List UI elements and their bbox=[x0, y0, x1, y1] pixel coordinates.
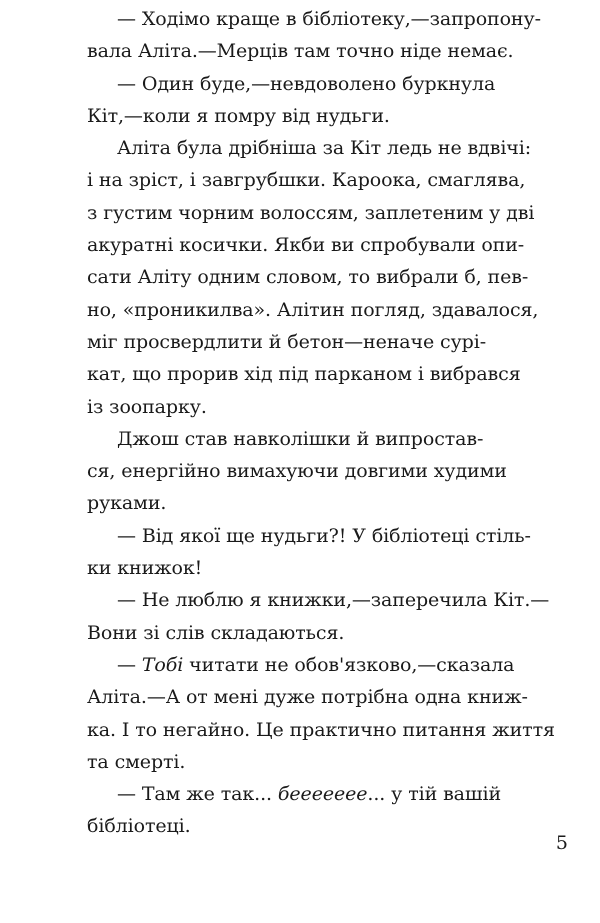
text-line: ся, енергійно вимахуючи довгими худими bbox=[87, 460, 507, 483]
text-line: — Тобі читати не обов'язково,—сказала bbox=[117, 653, 515, 676]
text-line: кат, що прорив хід під парканом і вибрався bbox=[87, 363, 521, 386]
text-line: — Від якої ще нудьги?! У бібліотеці стіль- bbox=[117, 524, 531, 547]
text-line: руками. bbox=[87, 492, 167, 515]
emphasis: беееееее bbox=[277, 783, 368, 806]
text-line: Вони зі слів складаються. bbox=[87, 621, 345, 644]
text-line: ка. І то негайно. Це практично питання життя bbox=[87, 718, 555, 741]
text-line: — Ходімо краще в бібліотеку,—запропону- bbox=[117, 8, 541, 30]
text-line: Аліта була дрібніша за Кіт ледь не вдвічі: bbox=[117, 137, 532, 160]
page-number: 5 bbox=[555, 832, 568, 854]
text-line: — Там же так... беееееее... у тій вашій bbox=[117, 783, 502, 806]
text-line: — Не люблю я книжки,—заперечила Кіт.— bbox=[117, 589, 550, 612]
body-text bbox=[87, 3, 567, 843]
text-line: з густим чорним волоссям, заплетеним у дві bbox=[87, 201, 535, 224]
emphasis: Тобі bbox=[141, 653, 184, 676]
text-line: бібліотеці. bbox=[87, 815, 191, 838]
text-line: Кіт,—коли я помру від нудьги. bbox=[87, 104, 390, 127]
text-line: но, «проникилва». Алітин погляд, здавалося, bbox=[87, 298, 539, 321]
text-line: і на зріст, і завгрубшки. Кароока, смаглява, bbox=[87, 169, 526, 192]
text-line: Джош став навколішки й випростав- bbox=[117, 427, 484, 450]
text-line: — Один буде,—невдоволено буркнула bbox=[117, 72, 496, 95]
text-line: ки книжок! bbox=[87, 557, 203, 580]
text-line: міг просвердлити й бетон—неначе сурі- bbox=[87, 330, 487, 353]
text-line: із зоопарку. bbox=[87, 395, 207, 418]
text-line: акуратні косички. Якби ви спробували опи- bbox=[87, 234, 525, 257]
text-line: вала Аліта.—Мерців там точно ніде немає. bbox=[87, 40, 514, 63]
text-line: сати Аліту одним словом, то вибрали б, пев- bbox=[87, 266, 529, 289]
text-line: та смерті. bbox=[87, 750, 186, 773]
text-line: Аліта.—А от мені дуже потрібна одна книж- bbox=[87, 686, 528, 709]
